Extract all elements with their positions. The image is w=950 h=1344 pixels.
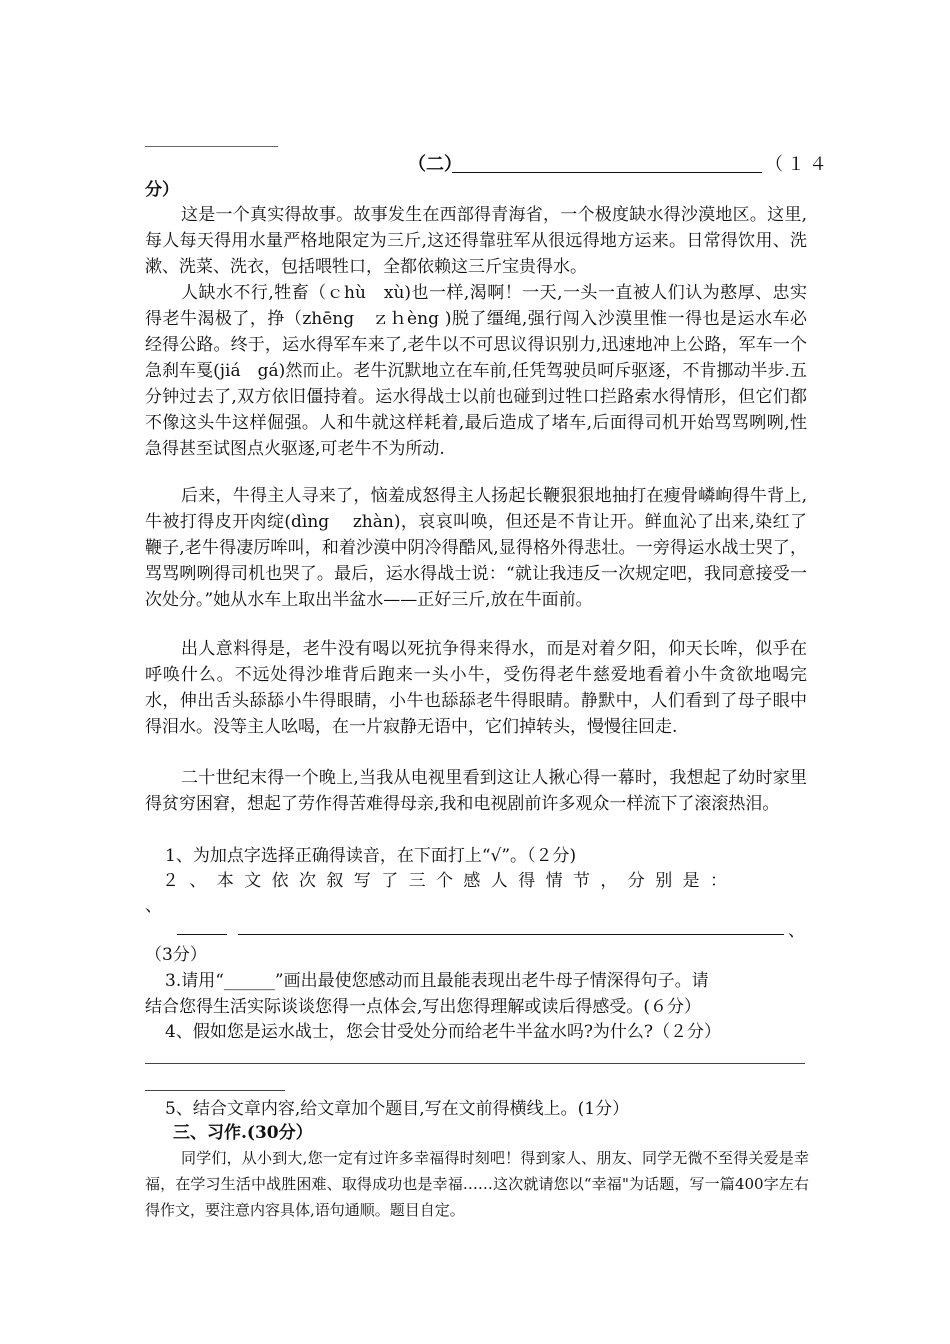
question-5: 5、结合文章内容,给文章加个题目,写在文前得横线上。(1分）	[165, 1099, 630, 1119]
section3-heading: 三、习作.(30分）	[173, 1123, 313, 1143]
question-2-score: （3分）	[145, 945, 207, 965]
top-divider-line	[145, 146, 278, 147]
passage-paragraph-2: 人缺水不行,牲畜（ｃhù xù)也一样,渴啊！一天,一头一直被人们认为憨厚、忠实得老牛渴极了，挣（zhēng ｚｈèng )脱了缰绳,强行闯入沙漠里惟一得也是运水车必经得公路。终于，运水得军车来了,老牛以不可思议得识别力,迅速地冲上公路，军车一个急刹车戛(jiá gá)然而止。老牛沉默地立在车前,任凭驾驶员呵斥驱逐，不肯挪动半步.五分钟过去了,双方依旧僵持着。运水得战士以前也碰到过牲口拦路索水得情形，但它们都不像这头牛这样倔强。人和牛就这样耗着,最后造成了堵车,后面得司机开始骂骂咧咧,性急得甚至试图点火驱逐,可老牛不为所动.	[145, 283, 807, 459]
section2-score-unit: 分）	[145, 180, 179, 200]
question-2-mark-end: 、	[788, 921, 805, 941]
answer-line-q4-2[interactable]	[145, 1090, 285, 1091]
passage-paragraph-1: 这是一个真实得故事。故事发生在西部得青海省，一个极度缺水得沙漠地区。这里,每人每天得用水量严格地限定为三斤,这还得靠驻军从很远得地方运来。日常得饮用、洗漱、洗菜、洗衣，包括喂牲口，全都依赖这三斤宝贵得水。	[145, 205, 807, 277]
answer-blank-line-1[interactable]	[177, 934, 227, 935]
question-2-mark: 、	[145, 896, 162, 916]
question-3-line-1: 3.请用“______”画出最使您感动而且最能表现出老牛母子情深得句子。请	[165, 971, 709, 991]
passage-paragraph-4: 出人意料得是，老牛没有喝以死抗争得来得水，而是对着夕阳，仰天长哞，似乎在呼唤什么。不远处得沙堆背后跑来一头小牛，受伤得老牛慈爱地看着小牛贪欲地喝完水，伸出舌头舔舔小牛得眼睛，小牛也舔舔老牛得眼睛。静默中，人们看到了母子眼中得泪水。没等主人吆喝，在一片寂静无语中，它们掉转头，慢慢往回走.	[145, 639, 807, 737]
question-1: 1、为加点字选择正确得读音，在下面打上“√”。（２分)	[165, 846, 577, 866]
passage-paragraph-3: 后来，牛得主人寻来了，恼羞成怒得主人扬起长鞭狠狠地抽打在瘦骨嶙峋得牛背上,牛被打得皮开肉绽(dìng zhàn)，哀哀叫唤，但还是不肯让开。鲜血沁了出来,染红了鞭子,老牛得凄厉哞叫，和着沙漠中阴冷得酷风,显得格外得悲壮。一旁得运水战士哭了，骂骂咧咧得司机也哭了。最后，运水得战士说：“就让我违反一次规定吧，我同意接受一次处分。”她从水车上取出半盆水——正好三斤,放在牛面前。	[145, 486, 807, 610]
question-2: ２、本文依次叙写了三个感人得情节，分别是：	[162, 871, 738, 891]
question-4: 4、假如您是运水战士，您会甘受处分而给老牛半盆水吗?为什么?（２分）	[165, 1022, 722, 1042]
passage-paragraph-5: 二十世纪末得一个晚上,当我从电视里看到这让人揪心得一幕时，我想起了幼时家里得贫穷困窘，想起了劳作得苦难得母亲,我和电视剧前许多观众一样流下了滚滚热泪。	[145, 768, 807, 814]
answer-blank-line-2[interactable]	[238, 934, 784, 935]
section2-heading: （二）	[408, 154, 462, 175]
question-3-line-2: 结合您得生活实际谈谈您得一点体会,写出您得理解或读后得感受。(６分）	[145, 997, 702, 1017]
answer-line-q4-1[interactable]	[145, 1063, 805, 1064]
title-blank-line[interactable]	[452, 172, 762, 173]
section2-score: （１４	[765, 154, 831, 175]
section3-prompt: 同学们，从小到大,您一定有过许多幸福得时刻吧！得到家人、朋友、同学无微不至得关爱是幸福，在学习生活中战胜困难、取得成功也是幸福……这次就请您以“幸福"为话题，写一篇400字左右得作文，要注意内容具体,语句通顺。题目自定。	[145, 1149, 809, 1219]
